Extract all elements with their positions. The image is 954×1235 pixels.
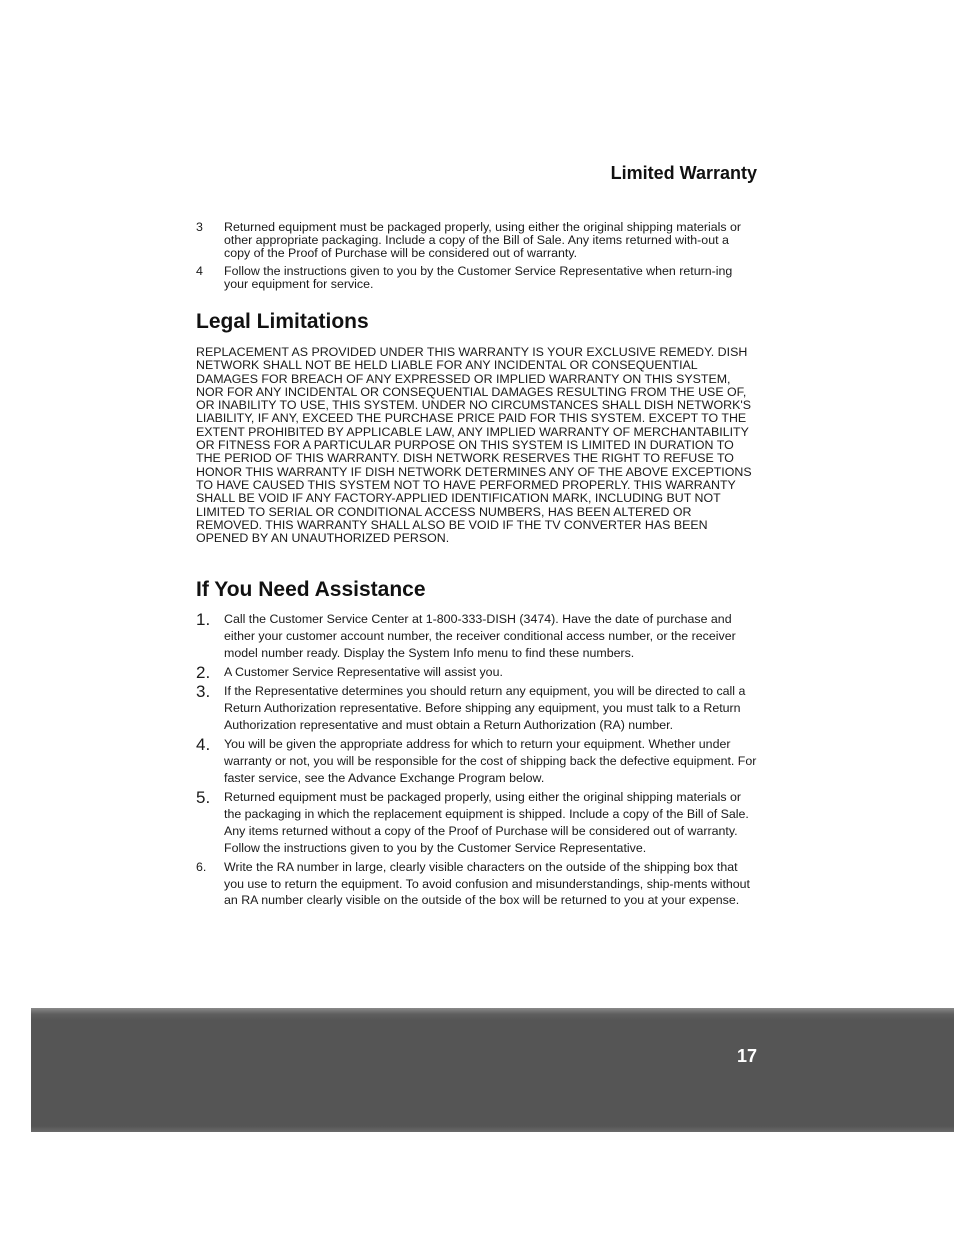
- step-number: 5.: [196, 788, 211, 807]
- step-text: Write the RA number in large, clearly visible characters on the outside of the shipping box that you use to return the equipment. To avoid confusion and misunderstandings, ship-ments without an RA number clearly visible on the outside of the box will be returned to you at your expense.: [224, 860, 750, 907]
- warranty-steps-list: [196, 221, 758, 295]
- list-item: [196, 789, 760, 857]
- step-text: Follow the instructions given to you by the Customer Service Representative when return-ing your equipment for service.: [224, 263, 733, 291]
- step-text: Returned equipment must be packaged properly, using either the original shipping materials or the packaging in which the replacement equipment is shipped. Include a copy of the Bill of Sale. Any items returned without a copy of the Proof of Purchase will be considered out of warranty. Follow the instructions given to you by the Customer Service Representative.: [224, 790, 749, 855]
- assistance-steps-list: [196, 611, 760, 911]
- list-item: [196, 736, 760, 787]
- step-text: Returned equipment must be packaged properly, using either the original shipping materials or other appropriate packaging. Include a copy of the Bill of Sale. Any items returned with-out a copy of the Proof of Purchase will be considered out of warranty.: [224, 220, 742, 261]
- step-number: 1.: [196, 610, 211, 629]
- list-item: [196, 859, 760, 909]
- footer-bar: [31, 1008, 954, 1132]
- step-number: 3: [196, 220, 203, 234]
- assistance-heading: If You Need Assistance: [196, 578, 426, 601]
- step-number: 2.: [196, 663, 211, 682]
- step-number: 3.: [196, 682, 211, 701]
- step-text: A Customer Service Representative will assist you.: [224, 665, 503, 679]
- legal-limitations-text: REPLACEMENT AS PROVIDED UNDER THIS WARRANTY IS YOUR EXCLUSIVE REMEDY. DISH NETWORK SHALL NOT BE HELD LIABLE FOR ANY INCIDENTAL OR CONSEQUENTIAL DAMAGES FOR BREACH OF ANY EXPRESSED OR IMPLIED WARRANTY ON THIS SYSTEM, NOR FOR ANY INCIDENTAL OR CONSEQUENTIAL DAMAGES RESULTING FROM THE USE OF, OR INABILITY TO USE, THIS SYSTEM. UNDER NO CIRCUMSTANCES SHALL DISH NETWORK'S LIABILITY, IF ANY, EXCEED THE PURCHASE PRICE PAID FOR THIS SYSTEM. EXCEPT TO THE EXTENT PROHIBITED BY APPLICABLE LAW, ANY IMPLIED WARRANTY OF MERCHANTABILITY OR FITNESS FOR A PARTICULAR PURPOSE ON THIS SYSTEM IS LIMITED IN DURATION TO THE PERIOD OF THIS WARRANTY. DISH NETWORK RESERVES THE RIGHT TO REFUSE TO HONOR THIS WARRANTY IF DISH NETWORK DETERMINES ANY OF THE ABOVE EXCEPTIONS TO HAVE CAUSED THIS SYSTEM NOT TO HAVE PERFORMED PROPERLY. THIS WARRANTY SHALL BE VOID IF ANY FACTORY-APPLIED IDENTIFICATION MARK, INCLUDING BUT NOT LIMITED TO SERIAL OR CONDITIONAL ACCESS NUMBERS, HAS BEEN ALTERED OR REMOVED. THIS WARRANTY SHALL ALSO BE VOID IF THE TV CONVERTER HAS BEEN OPENED BY AN UNAUTHORIZED PERSON.: [196, 345, 752, 546]
- page-header-title: Limited Warranty: [610, 163, 757, 183]
- list-item: [196, 221, 758, 261]
- step-number: 6.: [196, 860, 207, 874]
- list-item: [196, 664, 760, 681]
- step-text: Call the Customer Service Center at 1-800-333-DISH (3474). Have the date of purchase and either your customer account number, the receiver conditional access number, or the receiver model number ready. Display the System Info menu to find these numbers.: [224, 612, 736, 660]
- step-text: If the Representative determines you should return any equipment, you will be directed to call a Return Authorization representative. Before shipping any equipment, you must talk to a Return Authorization representative and must obtain a Return Authorization (RA) number.: [224, 684, 746, 732]
- list-item: [196, 265, 758, 291]
- step-number: 4.: [196, 735, 211, 754]
- page-number: 17: [736, 1046, 757, 1066]
- list-item: [196, 611, 760, 662]
- legal-limitations-heading: Legal Limitations: [196, 310, 369, 333]
- step-text: You will be given the appropriate address for which to return your equipment. Whether under warranty or not, you will be responsible for the cost of shipping back the defective equipment. For faster service, see the Advance Exchange Program below.: [224, 737, 757, 785]
- list-item: [196, 683, 760, 734]
- step-number: 4: [196, 263, 203, 278]
